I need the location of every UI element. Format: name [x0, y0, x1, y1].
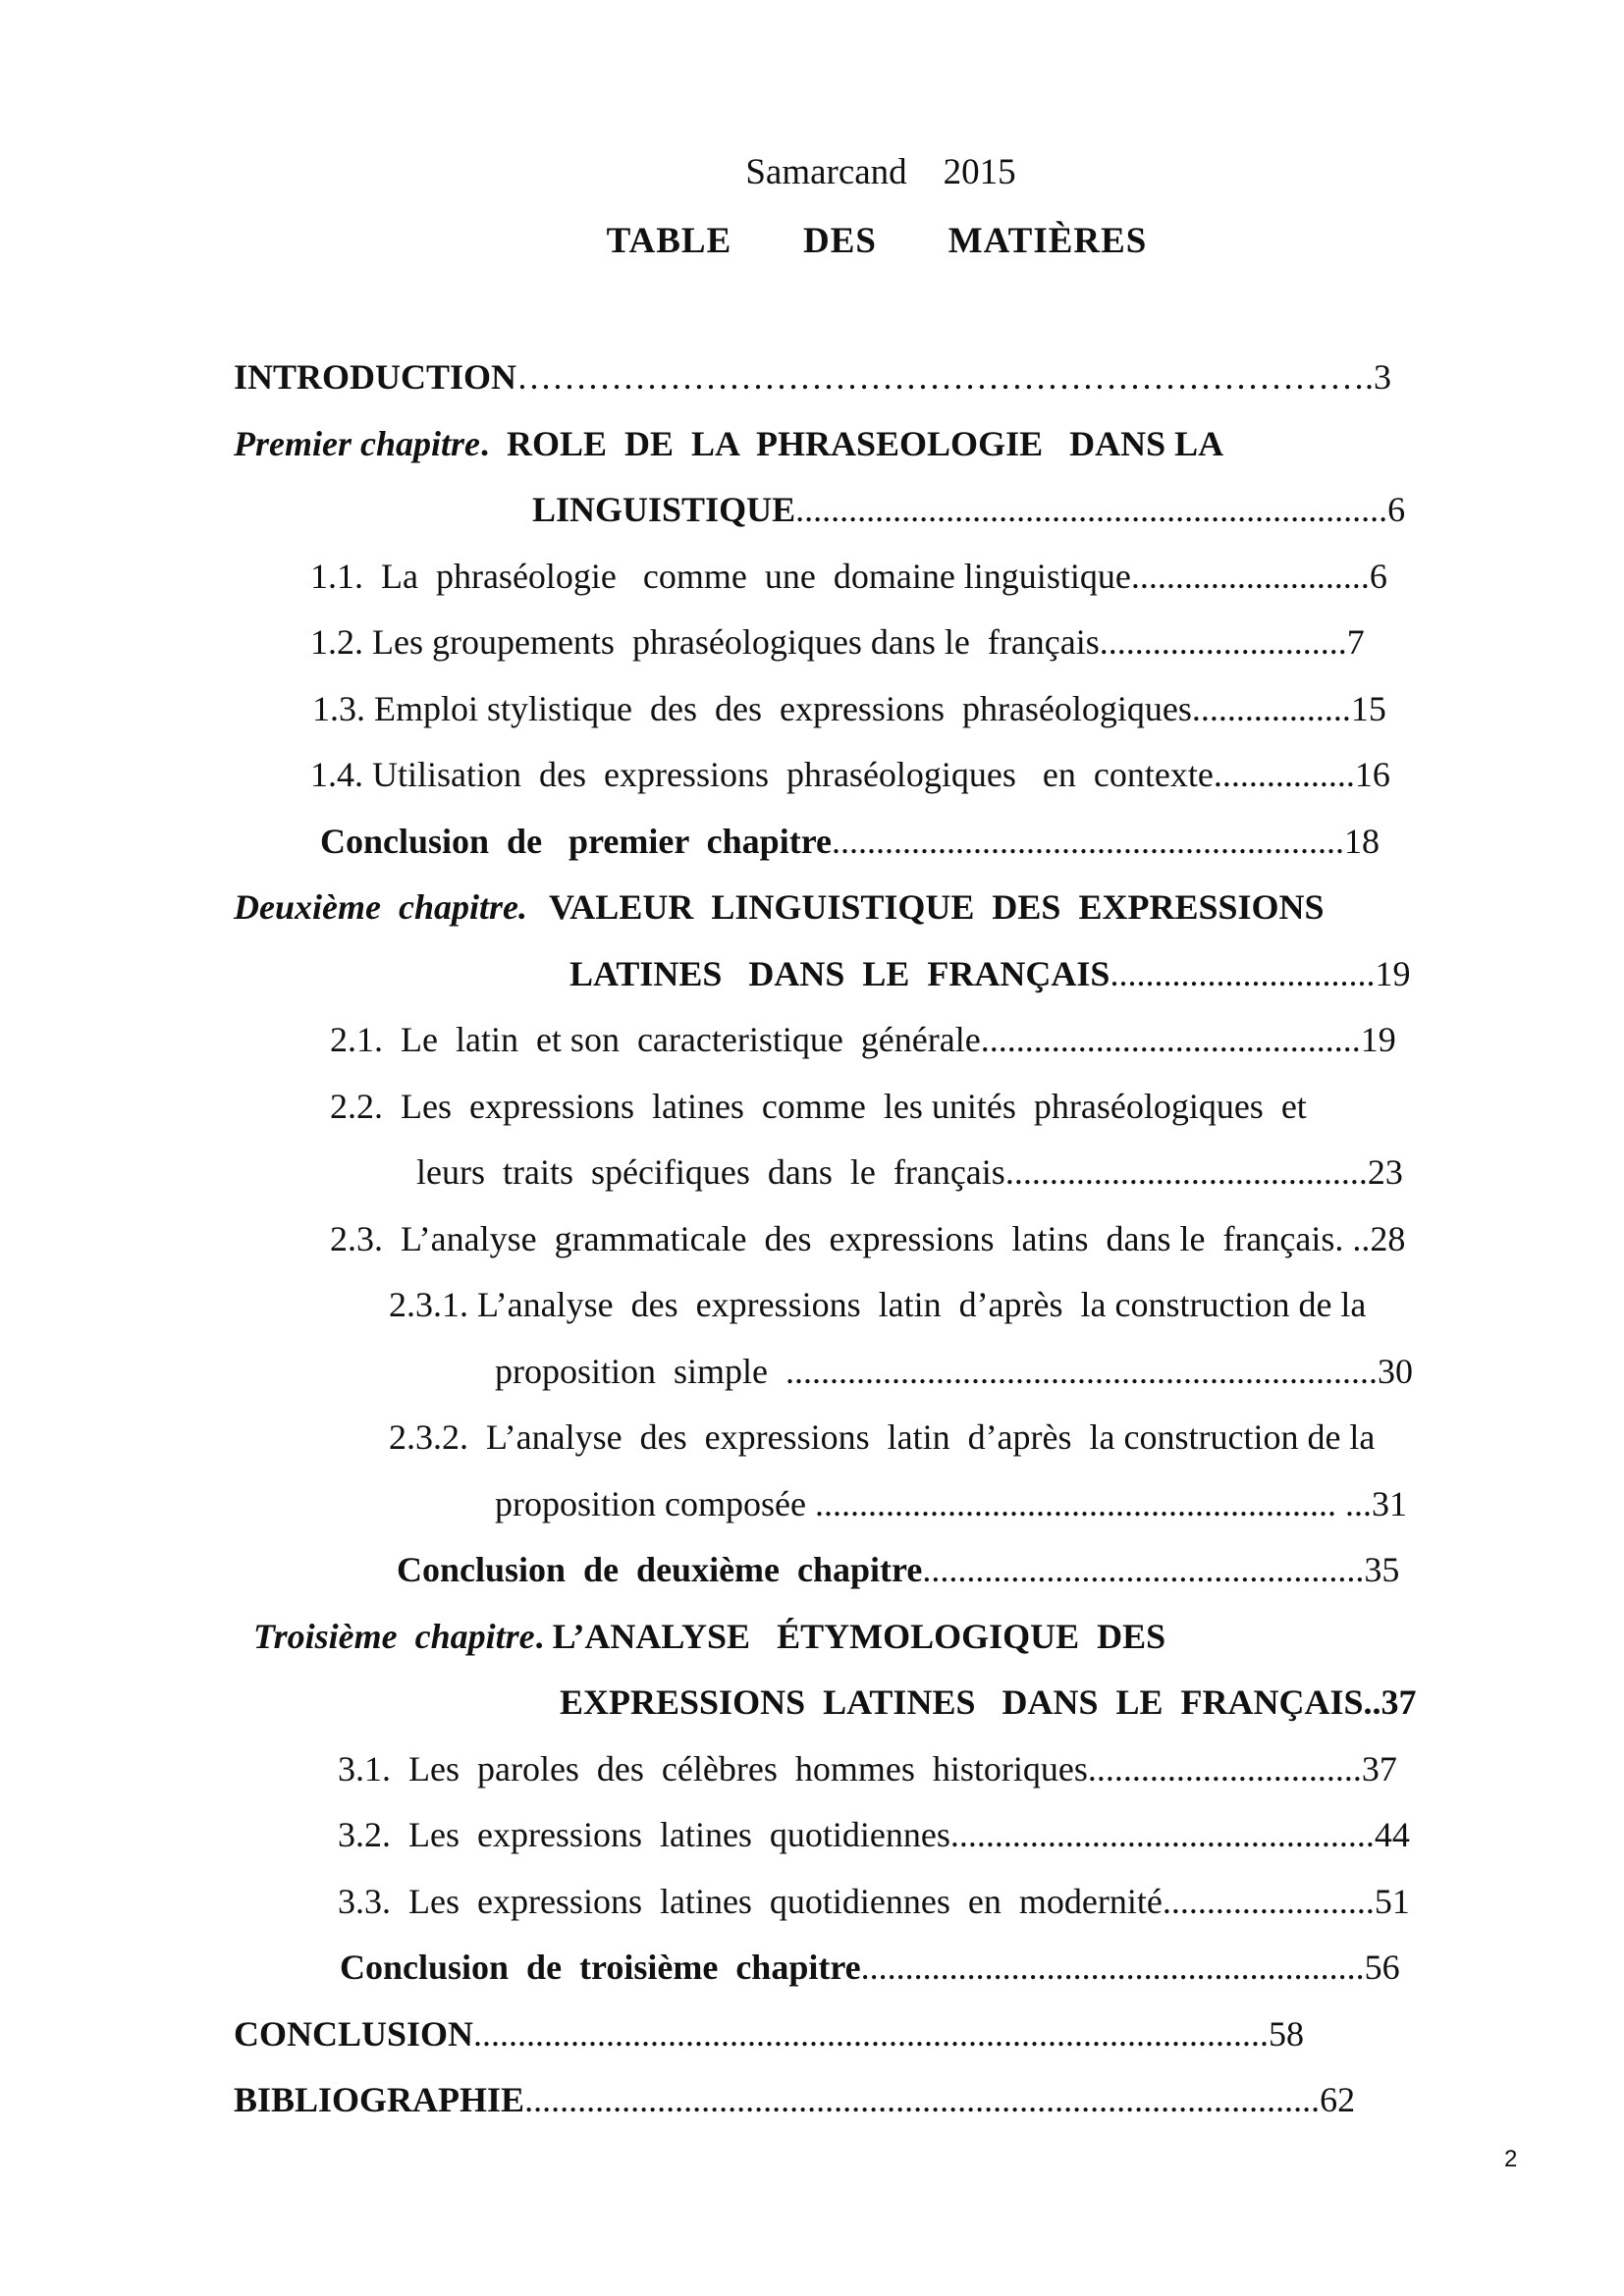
- toc-leader: ...................................................................: [795, 490, 1388, 529]
- chapter-title: L’ANALYSE ÉTYMOLOGIQUE DES: [552, 1617, 1166, 1656]
- toc-leader: ..: [1352, 1219, 1371, 1258]
- toc-page: 62: [1320, 2080, 1356, 2119]
- toc-entry-3-3: [338, 1880, 1410, 1923]
- place-year: Samarcand 2015: [745, 152, 1016, 192]
- toc-page: 7: [1346, 622, 1365, 662]
- toc-conclusion-ch2: [397, 1548, 1399, 1591]
- toc-page: 3: [1374, 357, 1392, 397]
- toc-label: CONCLUSION: [234, 2014, 474, 2054]
- toc-leader: ..........................................................................................: [524, 2080, 1321, 2119]
- toc-entry-1-4: [310, 753, 1390, 796]
- toc-text: 1.4. Utilisation des expressions phraséologiques en contexte: [310, 755, 1214, 794]
- toc-page: 51: [1374, 1882, 1410, 1921]
- toc-chapter-3-heading: [253, 1615, 1165, 1658]
- toc-text: 2.2. Les expressions latines comme les unités phraséologiques et: [330, 1087, 1307, 1126]
- toc-entry-1-3: [312, 687, 1386, 730]
- toc-page: 6: [1387, 490, 1406, 529]
- toc-entry-1-2: [310, 620, 1365, 664]
- toc-chapter-1-heading: [234, 422, 1223, 465]
- toc-entry-2-3-2-cont: [495, 1482, 1407, 1525]
- toc-page: 31: [1371, 1484, 1407, 1523]
- toc-leader: ................................................: [949, 1815, 1375, 1854]
- toc-leader: ..............................: [1110, 954, 1376, 993]
- chapter-separator: .: [534, 1617, 553, 1656]
- toc-leader: ........................................................... ...: [814, 1484, 1372, 1523]
- toc-page: 28: [1370, 1219, 1406, 1258]
- toc-leader: ........................: [1162, 1882, 1375, 1921]
- toc-leader: ...........................................: [980, 1020, 1361, 1059]
- toc-entry-3-2: [338, 1813, 1410, 1856]
- toc-page: 37: [1361, 1749, 1397, 1789]
- toc-entry-1-1: [310, 555, 1387, 598]
- toc-entry-2-3: [330, 1217, 1405, 1260]
- toc-page: 23: [1367, 1152, 1403, 1192]
- toc-page: 6: [1369, 557, 1387, 596]
- chapter-label: Premier chapitre: [234, 424, 480, 463]
- chapter-title: ROLE DE LA PHRASEOLOGIE DANS LA: [506, 424, 1224, 463]
- toc-text: 3.2. Les expressions latines quotidiennes: [338, 1815, 950, 1854]
- toc-leader: ................: [1213, 755, 1355, 794]
- toc-text: proposition composée: [495, 1484, 815, 1523]
- toc-label: BIBLIOGRAPHIE: [234, 2080, 525, 2119]
- chapter-title: LINGUISTIQUE: [532, 490, 796, 529]
- toc-page: 58: [1269, 2014, 1305, 2054]
- toc-entry-3-1: [338, 1747, 1397, 1790]
- toc-entry-2-1: [330, 1018, 1396, 1061]
- toc-leader: .........................................: [1004, 1152, 1368, 1192]
- toc-leader: ...............................: [1087, 1749, 1362, 1789]
- toc-entry-2-3-1: [389, 1283, 1366, 1326]
- page-number: 2: [1504, 2146, 1518, 2172]
- toc-chapter-2-heading: [234, 885, 1325, 929]
- toc-text: 2.3. L’analyse grammaticale des expressions latins dans le français.: [330, 1219, 1353, 1258]
- toc-leader: ...................................................................: [785, 1352, 1378, 1391]
- toc-text: 2.3.2. L’analyse des expressions latin d’après la construction de la: [389, 1417, 1376, 1457]
- toc-title: TABLE DES MATIÈRES: [606, 221, 1148, 261]
- toc-entry-conclusion: [234, 2012, 1304, 2056]
- toc-page: 19: [1360, 1020, 1396, 1059]
- toc-page: 15: [1350, 689, 1386, 728]
- chapter-label: Deuxième chapitre.: [234, 887, 527, 927]
- chapter-title: LATINES DANS LE FRANÇAIS: [569, 954, 1110, 993]
- toc-label: Conclusion de troisième chapitre: [340, 1948, 861, 1987]
- toc-chapter-2-title-cont: [569, 952, 1410, 995]
- toc-page: 19: [1375, 954, 1411, 993]
- toc-page: 16: [1354, 755, 1390, 794]
- toc-entry-2-3-2: [389, 1415, 1375, 1459]
- toc-leader: .........................................................: [860, 1948, 1365, 1987]
- toc-leader: ...........................: [1130, 557, 1370, 596]
- toc-leader: ..........................................................: [832, 822, 1344, 861]
- toc-page: 44: [1374, 1815, 1410, 1854]
- toc-entry-2-2: [330, 1085, 1307, 1128]
- toc-leader: ……………………………………………………………….: [516, 357, 1375, 397]
- toc-label: Conclusion de premier chapitre: [320, 822, 832, 861]
- toc-leader: ..................................................: [922, 1550, 1365, 1589]
- toc-text: 2.1. Le latin et son caracteristique générale: [330, 1020, 981, 1059]
- toc-text: 1.1. La phraséologie comme une domaine linguistique: [310, 557, 1131, 596]
- toc-text: 2.3.1. L’analyse des expressions latin d’après la construction de la: [389, 1285, 1367, 1324]
- toc-page: 30: [1378, 1352, 1413, 1391]
- toc-leader: ..........................................................................................: [473, 2014, 1270, 2054]
- toc-text: leurs traits spécifiques dans le français: [416, 1152, 1005, 1192]
- toc-chapter-1-title-cont: [532, 488, 1405, 531]
- chapter-separator: .: [479, 424, 507, 463]
- toc-entry-2-3-1-cont: [495, 1350, 1413, 1393]
- toc-leader: ............................: [1099, 622, 1347, 662]
- toc-text: 1.2. Les groupements phraséologiques dans le français: [310, 622, 1100, 662]
- chapter-title: EXPRESSIONS LATINES DANS LE FRANÇAIS..37: [560, 1682, 1417, 1722]
- toc-page: 35: [1364, 1550, 1400, 1589]
- toc-text: 1.3. Emploi stylistique des des expressions phraséologiques: [312, 689, 1192, 728]
- toc-text: proposition simple: [495, 1352, 785, 1391]
- toc-label: Conclusion de deuxième chapitre: [397, 1550, 923, 1589]
- toc-page: 18: [1344, 822, 1380, 861]
- toc-text: 3.1. Les paroles des célèbres hommes historiques: [338, 1749, 1088, 1789]
- chapter-title: VALEUR LINGUISTIQUE DES EXPRESSIONS: [548, 887, 1325, 927]
- toc-entry-2-2-cont: [416, 1150, 1403, 1194]
- toc-page: 56: [1364, 1948, 1400, 1987]
- toc-entry-bibliographie: [234, 2078, 1355, 2121]
- toc-entry-introduction: [234, 355, 1391, 399]
- toc-text: 3.3. Les expressions latines quotidiennes en modernité: [338, 1882, 1163, 1921]
- toc-chapter-3-title-cont: [560, 1681, 1417, 1724]
- toc-conclusion-ch1: [320, 820, 1380, 863]
- toc-label: INTRODUCTION: [234, 357, 517, 397]
- toc-leader: ..................: [1191, 689, 1351, 728]
- chapter-label: Troisième chapitre: [253, 1617, 535, 1656]
- toc-conclusion-ch3: [340, 1946, 1400, 1989]
